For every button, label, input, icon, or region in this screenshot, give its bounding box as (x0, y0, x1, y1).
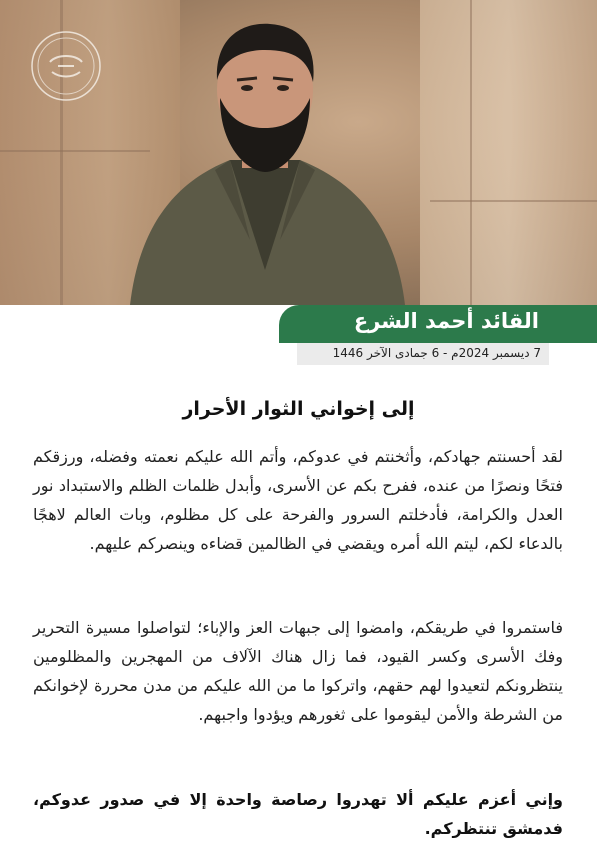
paragraph-2: فاستمروا في طريقكم، وامضوا إلى جبهات العز والإباء؛ لتواصلوا مسيرة التحرير وفك الأسرى وكسر القيود، فما زال هناك الآلاف من المهجرين والمظلومين ينتظرونكم لتعيدوا لهم حقهم، واتركوا ما من الله عليكم من مدن محررة لإخوانكم من الشرطة والأمن ليقوموا على ثغورهم ويؤدوا واجبهم. (33, 618, 563, 724)
wall-crack (470, 0, 472, 305)
date-bar (297, 343, 549, 365)
person-portrait (120, 10, 410, 305)
name-banner (279, 305, 597, 343)
paragraph-3: وإني أعزم عليكم ألا تهدروا رصاصة واحدة إلا في صدور عدوكم، فدمشق تنتظركم. (33, 790, 563, 838)
leader-name: القائد أحمد الشرع (353, 309, 539, 333)
page-title: إلى إخواني الثوار الأحرار (182, 398, 415, 420)
paragraph-1: لقد أحسنتم جهادكم، وأثخنتم في عدوكم، وأتم الله عليكم نعمته وفضله، ورزقكم فتحًا ونصرًا من عنده، ففرح بكم عن الأسرى، وأبدل ظلمات الظلم والاستبداد نور العدل والكرامة، فأدخلتم السرور والفرحة على كل مظلوم، وبات العالم لاهجًا بالدعاء لكم، ليتم الله أمره ويقضي في الظالمين قضاءه وينصركم عليهم. (33, 447, 563, 553)
command-seal-icon (30, 30, 102, 102)
stone-wall-right (420, 0, 597, 305)
date-text: 7 ديسمبر 2024م - 6 جمادى الآخر 1446 (332, 346, 541, 360)
header-photo (0, 0, 597, 305)
wall-crack (430, 200, 597, 202)
